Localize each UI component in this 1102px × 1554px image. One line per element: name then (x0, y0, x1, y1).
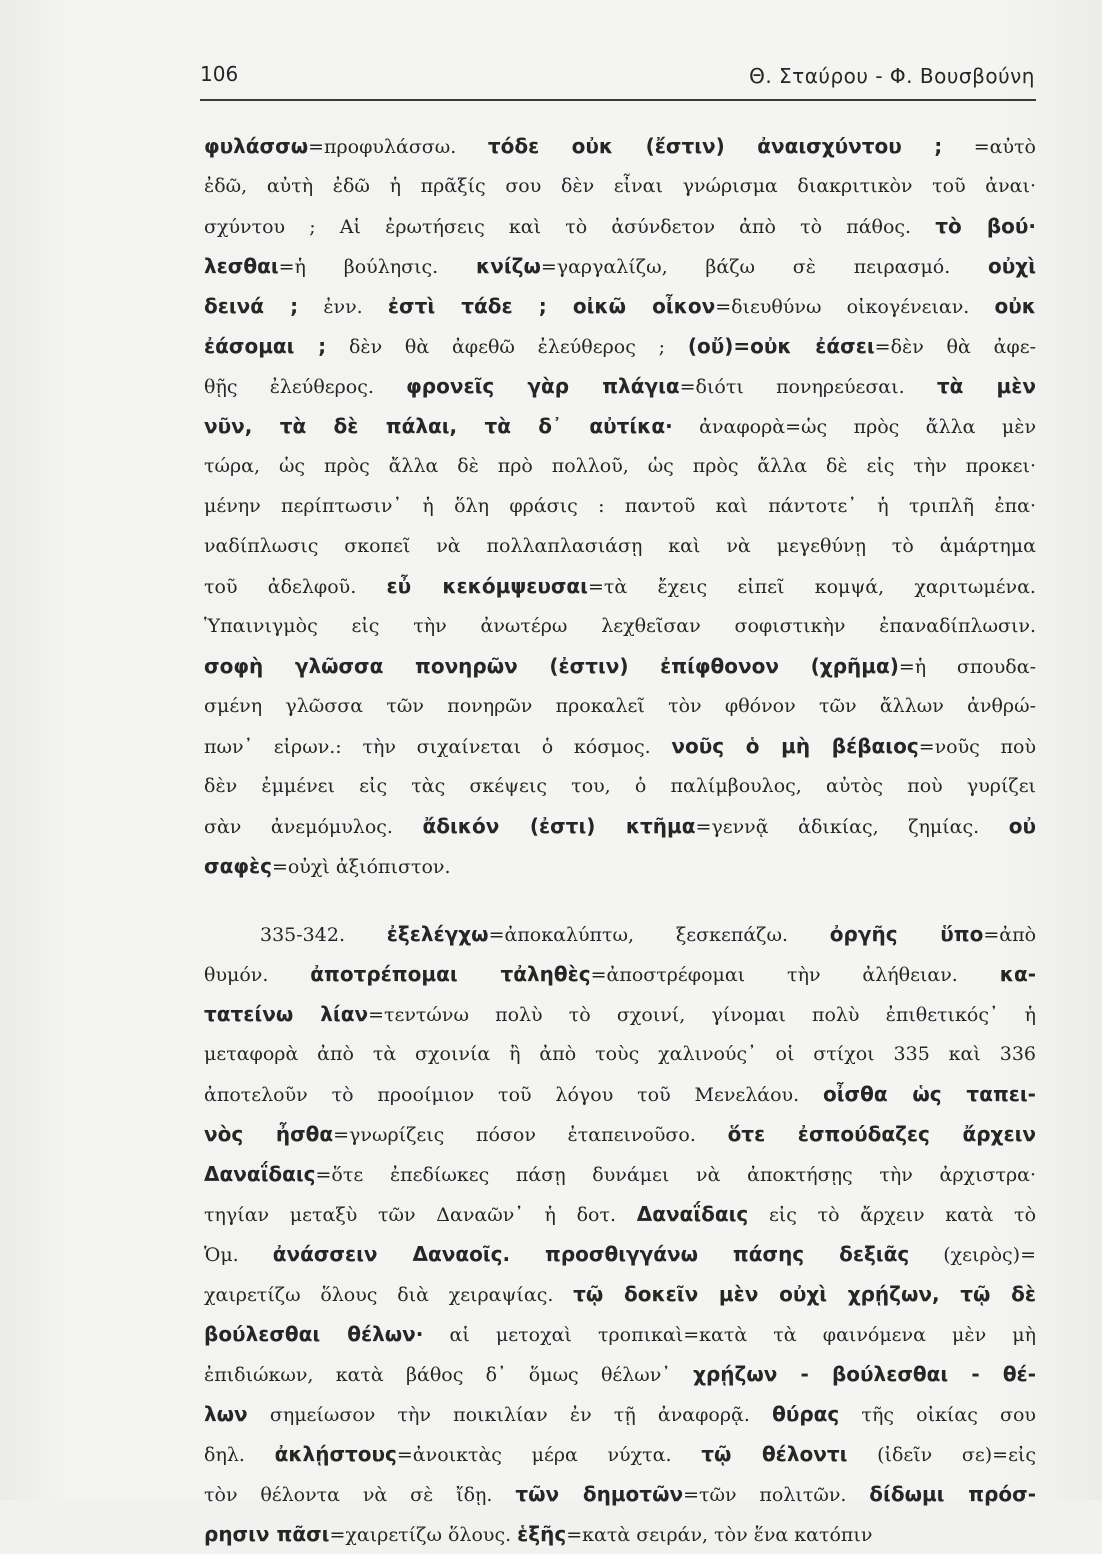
lemma-term: τὰ μὲν (936, 374, 1036, 398)
text-line (204, 166, 1036, 206)
text-line (204, 1114, 1036, 1154)
gloss-text: πων᾽ εἰρων.: τὴν σιχαίνεται ὁ κόσμος. (204, 736, 672, 758)
gloss-text: 335-342. (260, 924, 387, 946)
gloss-text: =τῶν πολιτῶν. (683, 1484, 870, 1506)
lemma-term: σαφὲς (204, 854, 272, 878)
gloss-text: τὸν θέλοντα νὰ σὲ ἴδῃ. (204, 1484, 516, 1506)
text-line (204, 846, 1036, 886)
lemma-term: θύρας (772, 1402, 840, 1426)
gloss-text: θῇς ἐλεύθερος. (204, 376, 407, 398)
lemma-term: τατείνω λίαν (204, 1002, 369, 1026)
text-line (204, 1194, 1036, 1234)
text-line (204, 806, 1036, 846)
gloss-text: Ὑπαινιγμὸς εἰς τὴν ἀνωτέρω λεχθεῖσαν σοφιστικὴν ἐπαναδίπλωσιν. (204, 615, 1036, 637)
header-rule (200, 99, 1036, 101)
text-line (204, 206, 1036, 246)
text-line (204, 646, 1036, 686)
lemma-term: οὐκ (994, 294, 1036, 318)
lemma-term: κα- (999, 962, 1036, 986)
gloss-text: θυμόν. (204, 964, 311, 986)
lemma-term: νοῦς ὁ μὴ βέβαιος (671, 734, 919, 758)
lemma-term: φρονεῖς γὰρ πλάγια (406, 374, 680, 398)
lemma-term: (οὔ)=οὐκ ἐάσει (687, 334, 875, 358)
lemma-term: οὐχὶ (988, 254, 1036, 278)
lemma-term: τῷ δοκεῖν μὲν οὐχὶ χρῄζων, τῷ δὲ (573, 1282, 1036, 1306)
lemma-term: οἶσθα ὡς ταπει- (823, 1082, 1036, 1106)
gloss-text: =τεντώνω πολὺ τὸ σχοινί, γίνομαι πολὺ ἐπιθετικός᾽ ἡ (368, 1004, 1036, 1026)
text-line (204, 686, 1036, 726)
gloss-text: ἀναφορὰ=ὡς πρὸς ἄλλα μὲν (672, 416, 1036, 438)
page-number: 106 (200, 62, 239, 86)
text-line (204, 766, 1036, 806)
text-line (204, 954, 1036, 994)
lemma-term: κνίζω (476, 254, 541, 278)
text-line (204, 286, 1036, 326)
lemma-term: οὐ (1008, 814, 1036, 838)
gloss-text: =γεννᾷ ἀδικίας, ζημίας. (695, 816, 1009, 838)
gloss-text: αἱ μετοχαὶ τροπικαὶ=κατὰ τὰ φαινόμενα μὲν μὴ (423, 1324, 1036, 1346)
gloss-text: =προφυλάσσω. (308, 136, 488, 158)
gloss-text: =διότι πονηρεύεσαι. (679, 376, 937, 398)
paragraph-gap (204, 886, 1036, 914)
lemma-term: Δαναΐδαις (636, 1202, 749, 1226)
page-header (200, 62, 1035, 92)
gloss-text: =ἀποκαλύπτω, ξεσκεπάζω. (488, 924, 830, 946)
text-line (204, 526, 1036, 566)
gloss-text: =τὰ ἔχεις εἰπεῖ κομψά, χαριτωμένα. (587, 576, 1036, 598)
text-line (204, 1394, 1036, 1434)
gloss-text: τοῦ ἀδελφοῦ. (204, 576, 387, 598)
lemma-term: χρῄζων - βούλεσθαι - θέ- (693, 1362, 1036, 1386)
lemma-term: τόδε οὐκ (ἔστιν) ἀναισχύντου ; (487, 134, 943, 158)
lemma-term: δεινά ; (204, 294, 299, 318)
text-line (204, 246, 1036, 286)
gloss-text: εἰς τὸ ἄρχειν κατὰ τὸ (748, 1204, 1036, 1226)
text-line (204, 1034, 1036, 1074)
lemma-term: ἄδικόν (ἐστι) κτῆμα (422, 814, 696, 838)
text-line (204, 1354, 1036, 1394)
text-line (204, 406, 1036, 446)
lemma-term: φυλάσσω (204, 134, 309, 158)
gloss-text: τῆς οἰκίας σου (839, 1404, 1036, 1426)
lemma-term: τῶν δημοτῶν (515, 1482, 684, 1506)
text-line (204, 1274, 1036, 1314)
lemma-term: ἀποτρέπομαι τἀληθὲς (310, 962, 591, 986)
text-line (204, 1314, 1036, 1354)
gloss-text: =ἀποστρέφομαι τὴν ἀλήθειαν. (590, 964, 1000, 986)
commentary-text (204, 126, 1036, 1554)
gloss-text: =δὲν θὰ ἀφε- (874, 336, 1036, 358)
gloss-text: (χειρὸς)= (909, 1244, 1036, 1266)
text-line (204, 726, 1036, 766)
gloss-text: τηγίαν μεταξὺ τῶν Δαναῶν᾽ ἡ δοτ. (204, 1204, 637, 1226)
text-line (204, 366, 1036, 406)
gloss-text: σημείωσον τὴν ποικιλίαν ἐν τῇ ἀναφορᾷ. (247, 1404, 773, 1426)
lemma-term: βούλεσθαι θέλων· (204, 1322, 424, 1346)
gloss-text: =αὐτὸ (942, 136, 1036, 158)
text-line (204, 1434, 1036, 1474)
gloss-text: ἐνν. (298, 296, 388, 318)
gloss-text: =γαργαλίζω, βάζω σὲ πειρασμό. (540, 256, 989, 278)
text-line (204, 446, 1036, 486)
lemma-term: ὅτε ἐσπούδαζες ἄρχειν (727, 1122, 1036, 1146)
gloss-text: (ἰδεῖν σε)=εἰς (847, 1444, 1036, 1466)
gloss-text: δηλ. (204, 1444, 275, 1466)
gloss-text: σχύντου ; Αἱ ἐρωτήσεις καὶ τὸ ἀσύνδετον ἀπὸ τὸ πάθος. (204, 216, 936, 238)
gloss-text: τώρα, ὡς πρὸς ἄλλα δὲ πρὸ πολλοῦ, ὡς πρὸς ἄλλα δὲ εἰς τὴν προκει· (204, 455, 1036, 477)
gloss-text: Ὁμ. (204, 1244, 273, 1266)
text-line (204, 1234, 1036, 1274)
text-line (204, 1074, 1036, 1114)
lemma-term: ἐξελέγχω (386, 922, 489, 946)
gloss-text: =χαιρετίζω ὅλους. (329, 1524, 518, 1546)
gloss-text: =νοῦς ποὺ (918, 736, 1036, 758)
gloss-text: σμένη γλῶσσα τῶν πονηρῶν προκαλεῖ τὸν φθόνον τῶν ἄλλων ἀνθρώ- (204, 695, 1036, 717)
text-line (204, 1474, 1036, 1514)
lemma-term: ἑξῆς (517, 1522, 567, 1546)
lemma-term: ἀνάσσειν Δαναοῖς. προσθιγγάνω πάσης δεξιᾶς (272, 1242, 910, 1266)
text-line (204, 326, 1036, 366)
gloss-text: =οὐχὶ ἀξιόπιστον. (271, 856, 451, 878)
lemma-term: δίδωμι πρόσ- (869, 1482, 1036, 1506)
text-line (204, 1514, 1036, 1554)
text-line (204, 1154, 1036, 1194)
text-line (204, 566, 1036, 606)
lemma-term: ὀργῆς ὕπο (829, 922, 984, 946)
lemma-term: ρησιν πᾶσι (204, 1522, 330, 1546)
running-head: Θ. Σταύρου - Φ. Βουσβούνη (749, 64, 1035, 88)
gloss-text: ναδίπλωσις σκοπεῖ νὰ πολλαπλασιάσῃ καὶ νὰ μεγεθύνῃ τὸ ἁμάρτημα (204, 535, 1036, 557)
text-line (204, 486, 1036, 526)
gloss-text: =διευθύνω οἰκογένειαν. (715, 296, 995, 318)
text-line (204, 126, 1036, 166)
gloss-text: χαιρετίζω ὅλους διὰ χειραψίας. (204, 1284, 574, 1306)
text-line (204, 994, 1036, 1034)
text-line (204, 914, 1036, 954)
lemma-term: σοφὴ γλῶσσα πονηρῶν (ἐστιν) ἐπίφθονον (χρῆμα) (204, 654, 899, 678)
gloss-text: ἐδῶ, αὐτὴ ἐδῶ ἡ πρᾶξίς σου δὲν εἶναι γνώρισμα διακριτικὸν τοῦ ἀναι· (204, 175, 1036, 197)
gloss-text: =ἀνοικτὰς μέρα νύχτα. (396, 1444, 702, 1466)
gloss-text: =ἡ σπουδα- (898, 656, 1036, 678)
lemma-term: ἐάσομαι ; (204, 334, 327, 358)
gloss-text: =γνωρίζεις πόσον ἐταπεινοῦσο. (333, 1124, 728, 1146)
lemma-term: ἀκλῄστους (274, 1442, 397, 1466)
gloss-text: =ἀπὸ (983, 924, 1036, 946)
gloss-text: =ἡ βούλησις. (278, 256, 476, 278)
gloss-text: μεταφορὰ ἀπὸ τὰ σχοινία ἢ ἀπὸ τοὺς χαλινούς᾽ οἱ στίχοι 335 καὶ 336 (204, 1043, 1036, 1065)
lemma-term: ἐστὶ τάδε ; οἰκῶ οἶκον (387, 294, 716, 318)
lemma-term: λων (204, 1402, 248, 1426)
lemma-term: τῷ θέλοντι (701, 1442, 848, 1466)
gloss-text: =κατὰ σειράν, τὸν ἕνα κατόπιν (566, 1524, 873, 1546)
lemma-term: λεσθαι (204, 254, 279, 278)
gloss-text: ἀποτελοῦν τὸ προοίμιον τοῦ λόγου τοῦ Μενελάου. (204, 1084, 823, 1106)
gloss-text: μένην περίπτωσιν᾽ ἡ ὅλη φράσις : παντοῦ καὶ πάντοτε᾽ ἡ τριπλῆ ἐπα· (204, 495, 1036, 517)
lemma-term: νῦν, τὰ δὲ πάλαι, τὰ δ᾽ αὐτίκα· (204, 414, 673, 438)
gloss-text: ἐπιδιώκων, κατὰ βάθος δ᾽ ὅμως θέλων᾽ (204, 1364, 694, 1386)
gloss-text: δὲν θὰ ἀφεθῶ ἐλεύθερος ; (326, 336, 688, 358)
lemma-term: τὸ βού· (935, 214, 1036, 238)
gloss-text: δὲν ἐμμένει εἰς τὰς σκέψεις του, ὁ παλίμβουλος, αὐτὸς ποὺ γυρίζει (204, 775, 1036, 797)
lemma-term: Δαναΐδαις (204, 1162, 316, 1186)
gloss-text: =ὅτε ἐπεδίωκες πάσῃ δυνάμει νὰ ἀποκτήσῃς τὴν ἀρχιστρα· (315, 1164, 1036, 1186)
lemma-term: εὖ κεκόμψευσαι (386, 574, 588, 598)
lemma-term: νὸς ἦσθα (204, 1122, 334, 1146)
text-line (204, 606, 1036, 646)
gloss-text: σὰν ἀνεμόμυλος. (204, 816, 423, 838)
